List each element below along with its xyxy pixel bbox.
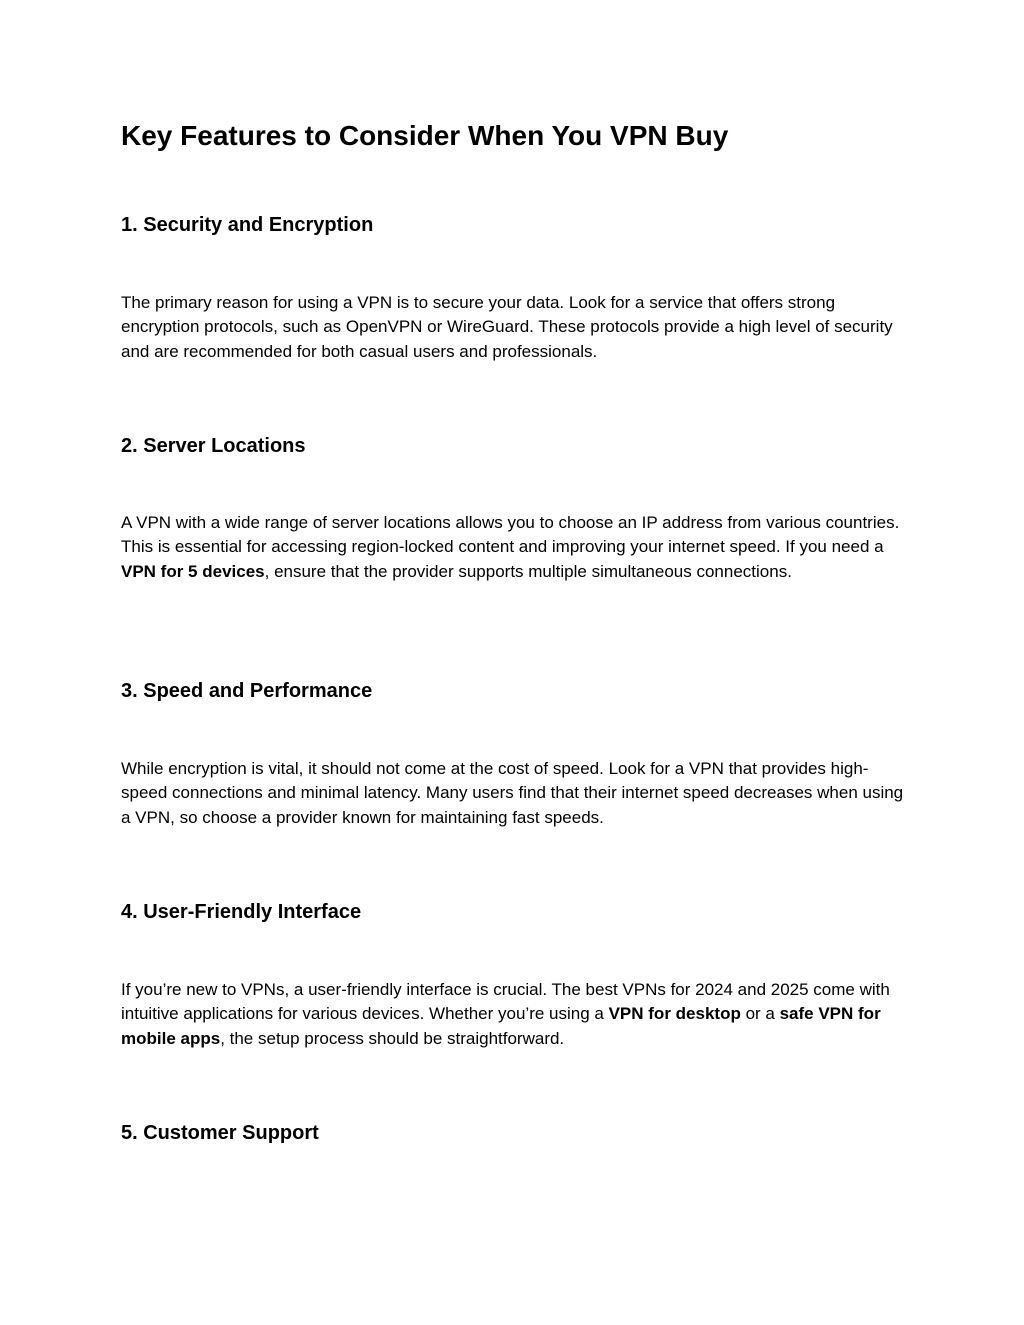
section-heading-server-locations: 2. Server Locations <box>121 435 306 457</box>
page-title: Key Features to Consider When You VPN Buy <box>121 120 729 151</box>
section-heading-speed: 3. Speed and Performance <box>121 680 373 702</box>
section-heading-security: 1. Security and Encryption <box>121 214 374 236</box>
paragraph-text: If you’re new to VPNs, a user-friendly interface is crucial. The best VPNs for 2024 and 2025 come with intuitive applications for various devices. Whether you’re using a <box>121 980 890 1024</box>
bold-phrase-vpn-5-devices: VPN for 5 devices <box>121 561 265 581</box>
paragraph-text: , ensure that the provider supports multiple simultaneous connections. <box>264 561 792 581</box>
bold-phrase-safe-vpn-mobile: safe VPN for mobile apps <box>121 1004 881 1048</box>
section-heading-interface: 4. User-Friendly Interface <box>121 901 362 923</box>
bold-phrase-vpn-desktop: VPN for desktop <box>608 1004 741 1024</box>
section-paragraph-speed: While encryption is vital, it should not come at the cost of speed. Look for a VPN that provides high-speed connections and minimal latency. Many users find that their internet speed decreases when using a VPN, so choose a provider known for maintaining fast speeds. <box>121 759 904 827</box>
section-paragraph-server-locations <box>121 511 911 584</box>
section-paragraph-security: The primary reason for using a VPN is to secure your data. Look for a service that offers strong encryption protocols, such as OpenVPN or WireGuard. These protocols provide a high level of security and are recommended for both casual users and professionals. <box>121 293 893 361</box>
paragraph-text: A VPN with a wide range of server locations allows you to choose an IP address from various countries. This is essential for accessing region-locked content and improving your internet speed. If you need a <box>121 513 900 557</box>
section-paragraph-interface <box>121 978 911 1051</box>
section-heading-customer-support: 5. Customer Support <box>121 1122 319 1144</box>
paragraph-text: , the setup process should be straightforward. <box>220 1028 565 1048</box>
paragraph-text: or a <box>740 1004 780 1024</box>
